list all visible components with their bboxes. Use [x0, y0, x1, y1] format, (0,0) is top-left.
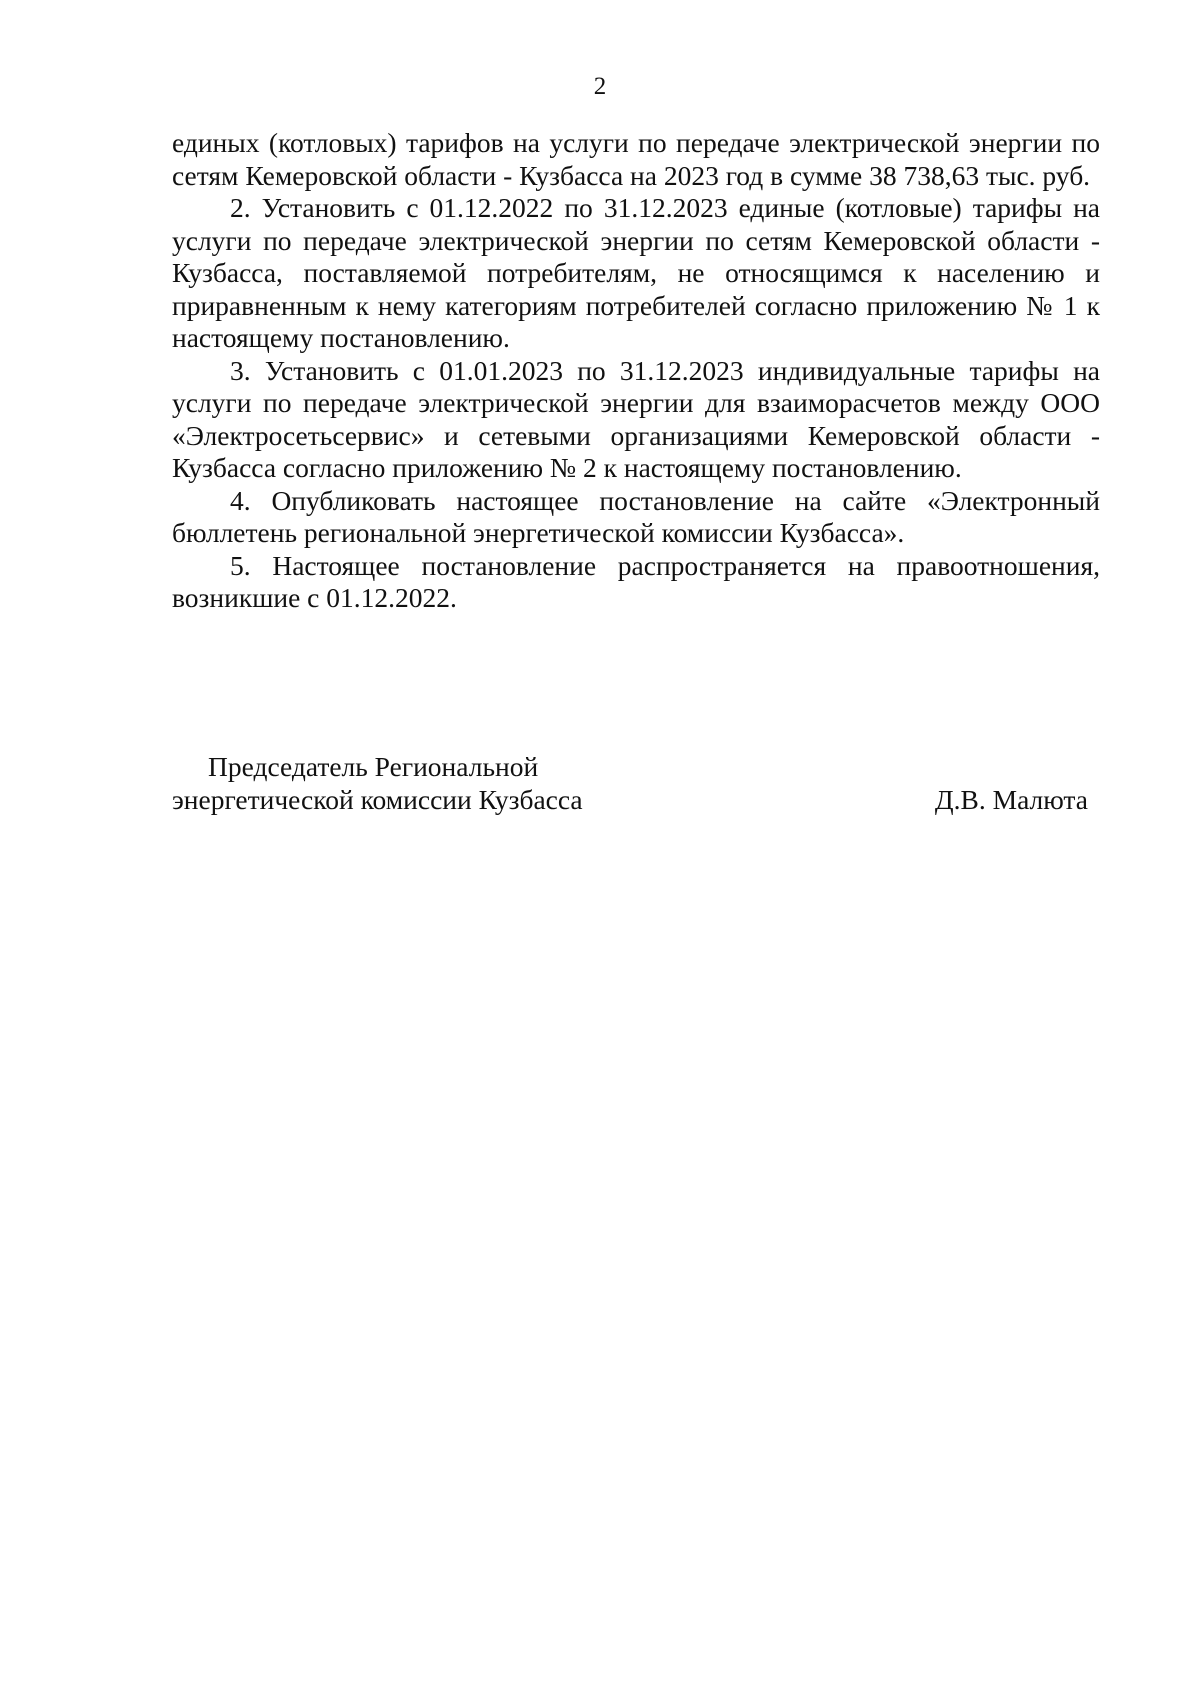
signature-row	[172, 783, 1100, 816]
signatory-title-line-2: энергетической комиссии Кузбасса	[172, 784, 583, 815]
document-body	[172, 127, 1100, 615]
paragraph-item-2: 2. Установить с 01.12.2022 по 31.12.2023 единые (котловые) тарифы на услуги по передаче электрической энергии по сетям Кемеровской области - Кузбасса, поставляемой потребителям, не относящимся к населению и приравненным к нему категориям потребителей согласно приложению № 1 к настоящему постановлению.	[172, 192, 1100, 353]
page-number: 2	[593, 73, 607, 100]
paragraph-item-5: 5. Настоящее постановление распространяется на правоотношения, возникшие с 01.12.2022.	[172, 549, 1100, 613]
signatory-title-line-1: Председатель Региональной	[208, 751, 539, 782]
paragraph-continuation: единых (котловых) тарифов на услуги по передаче электрической энергии по сетям Кемеровской области - Кузбасса на 2023 год в сумме 38 738,63 тыс. руб.	[172, 127, 1100, 191]
signatory-name: Д.В. Малюта	[934, 784, 1088, 815]
paragraph-item-3: 3. Установить с 01.01.2023 по 31.12.2023 индивидуальные тарифы на услуги по передаче электрической энергии для взаиморасчетов между ООО «Электросетьсервис» и сетевыми организациями Кемеровской области - Кузбасса согласно приложению № 2 к настоящему постановлению.	[172, 354, 1100, 483]
paragraph-item-4: 4. Опубликовать настоящее постановление на сайте «Электронный бюллетень региональной энергетической комиссии Кузбасса».	[172, 484, 1100, 548]
signature-block	[172, 750, 1100, 816]
